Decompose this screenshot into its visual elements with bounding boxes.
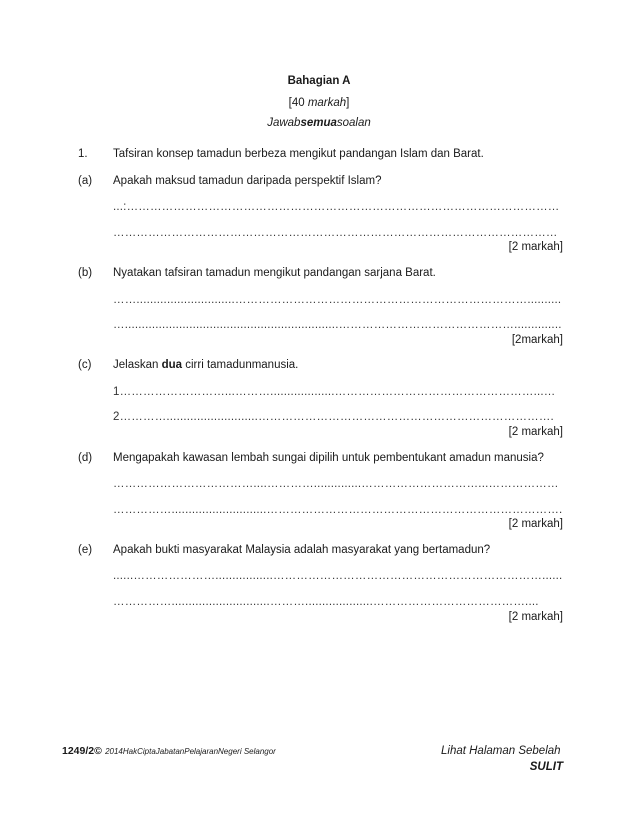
answer-line-b-1[interactable]: …….............................………………………………………………………………….......... [113, 294, 562, 306]
footer-copyright: 1249/2© 2014HakCiptaJabatanPelajaranNegeri Selangor [62, 745, 276, 757]
answer-line-d-1[interactable]: ………………………………....…………..............…………………………...……………… [113, 478, 559, 490]
marks-e: [2 markah] [508, 611, 563, 623]
total-marks: [40 markah] [288, 97, 350, 109]
part-question-a: Apakah maksud tamadun daripada perspektif Islam? [113, 175, 382, 187]
answer-line-b-2[interactable]: …...............................................................……………………………………….............. [113, 319, 562, 331]
answer-line-c-1[interactable]: 1………………………...………...................……………………………………………...… [113, 386, 556, 398]
part-question-b: Nyatakan tafsiran tamadun mengikut pandangan sarjana Barat. [113, 267, 436, 279]
question-number: 1. [78, 148, 88, 160]
part-label-a: (a) [78, 175, 93, 187]
part-label-e: (e) [78, 544, 93, 556]
answer-line-e-2[interactable]: …………….............................………....................………………………………….... [113, 596, 539, 608]
footer-next-page: Lihat Halaman Sebelah [441, 745, 561, 757]
answer-line-a-2[interactable]: …………………………………………………………………………………………………… [113, 227, 558, 239]
answer-line-c-2[interactable]: 2…………...........................…………………………………………………………………. [113, 411, 554, 423]
part-question-d: Mengapakah kawasan lembah sungai dipilih untuk pembentukant amadun manusia? [113, 452, 544, 464]
marks-a: [2 markah] [508, 241, 563, 253]
answer-line-a-1[interactable]: ...:………………………………………………………………………………………………… [113, 201, 560, 213]
question-text: Tafsiran konsep tamadun berbeza mengikut pandangan Islam dan Barat. [113, 148, 484, 160]
section-title: Bahagian A [287, 75, 351, 87]
part-question-c: Jelaskan dua cirri tamadunmanusia. [113, 359, 299, 371]
marks-b: [2markah] [511, 334, 563, 346]
footer-classification: SULIT [529, 761, 563, 773]
part-label-b: (b) [78, 267, 93, 279]
answer-line-e-1[interactable]: ......………………….................……………………………………………………………...... [113, 570, 563, 582]
instruction: Jawabsemuasoalan [267, 117, 371, 129]
part-label-d: (d) [78, 452, 93, 464]
marks-d: [2 markah] [508, 518, 563, 530]
part-question-e: Apakah bukti masyarakat Malaysia adalah masyarakat yang bertamadun? [113, 544, 491, 556]
part-label-c: (c) [78, 359, 92, 371]
marks-c: [2 markah] [508, 426, 563, 438]
answer-line-d-2[interactable]: ……………............................…………………………………………………………………. [113, 504, 563, 516]
